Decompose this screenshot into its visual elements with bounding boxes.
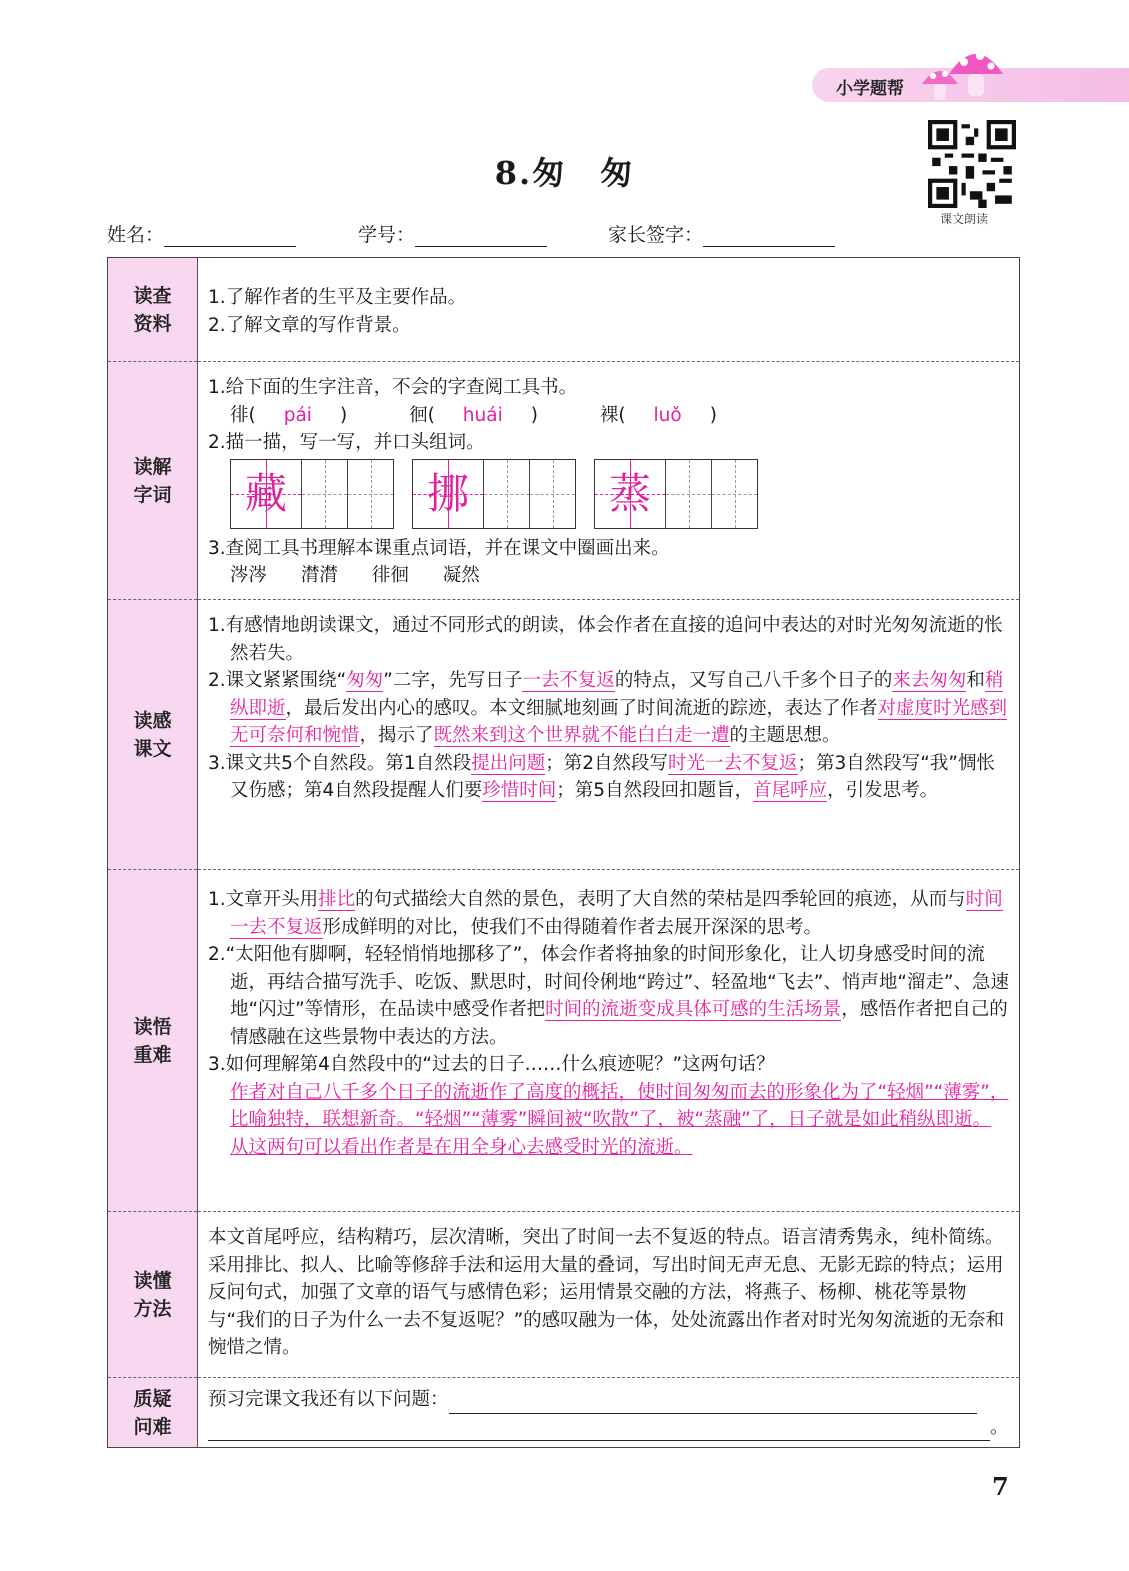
- worksheet-table: [107, 257, 1020, 1448]
- list-item: 2.课文紧紧围绕“匆匆”二字，先写日子一去不复返的特点，又写自己八千多个日子的来去匆匆和稍纵即逝，最后发出内心的感叹。本文细腻地刻画了时间流逝的踪迹，表达了作者对虚度时光感到无可奈何和惋惜，揭示了既然来到这个世界就不能白白走一遭的主题思想。: [208, 670, 1008, 746]
- writing-grids: [208, 459, 1009, 529]
- grid-cell[interactable]: [665, 460, 711, 528]
- list-item: 1.文章开头用排比的句式描绘大自然的景色，表明了大自然的荣枯是四季轮回的痕迹，从而与时间一去不复返形成鲜明的对比，使我们不由得随着作者去展开深深的思考。: [208, 889, 1003, 938]
- section-key-points: [108, 870, 1020, 1212]
- list-item: 1.了解作者的生平及主要作品。: [208, 287, 467, 308]
- grid-char: 蒸: [595, 460, 665, 528]
- qr-caption: 课文朗读: [940, 212, 989, 226]
- section-feel-text: [108, 600, 1020, 870]
- page-number: 7: [992, 1472, 1009, 1501]
- pinyin-item: 裸( luǒ ): [599, 404, 717, 426]
- grid-cell[interactable]: [301, 460, 347, 528]
- word: 涔涔: [230, 565, 268, 586]
- list-item: 2.“太阳他有脚啊，轻轻悄悄地挪移了”，体会作者将抽象的时间形象化，让人切身感受时间的流逝，再结合描写洗手、吃饭、默思时，时间伶俐地“跨过”、轻盈地“飞去”、悄声地“溜走”、急速地“闪过”等情形，在品读中感受作者把时间的流逝变成具体可感的生活场景，感悟作者把自己的情感融在这些景物中表达的方法。: [208, 944, 1010, 1048]
- pinyin-row: [208, 402, 1009, 430]
- brand-name: 小学题帮: [836, 79, 904, 99]
- question-1: 1.给下面的生字注音，不会的字查阅工具书。: [208, 377, 578, 398]
- page-title: 8.匆 匆: [494, 154, 635, 192]
- section-read-materials: [108, 258, 1020, 362]
- section-method: [108, 1212, 1020, 1378]
- list-item: 2.了解文章的写作背景。: [208, 314, 411, 336]
- word-list: [208, 562, 1009, 590]
- answer-line[interactable]: [208, 1420, 990, 1441]
- grid-cell[interactable]: [483, 460, 529, 528]
- answer-line-row: 。: [208, 1414, 1009, 1442]
- writing-grid[interactable]: [230, 459, 394, 529]
- writing-grid[interactable]: [594, 459, 758, 529]
- grid-char: 藏: [231, 460, 301, 528]
- name-field[interactable]: 姓名：: [107, 220, 296, 247]
- answer-text: 作者对自己八千多个日子的流逝作了高度的概括，使时间匆匆而去的形象化为了“轻烟”“薄雾”，比喻独特，联想新奇。“轻烟”“薄雾”瞬间被“吹散”了，被“蒸融”了，日子就是如此稍纵即逝。从这两句可以看出作者是在用全身心去感受时光的流逝。: [230, 1081, 1009, 1158]
- section-label: 读感 课文: [108, 600, 198, 870]
- list-item: 3.课文共5个自然段。第1自然段提出问题；第2自然段写时光一去不复返；第3自然段写“我”惆怅又伤感；第4自然段提醒人们要珍惜时间；第5自然段回扣题旨，首尾呼应，引发思考。: [208, 752, 995, 801]
- answer-line[interactable]: [449, 1393, 977, 1414]
- pinyin-item: 徊( huái ): [409, 404, 538, 426]
- question-2: 2.描一描，写一写，并口头组词。: [208, 432, 485, 453]
- pinyin-item: 徘( pái ): [230, 404, 348, 426]
- section-label: 质疑 问难: [108, 1378, 198, 1448]
- list-item: 1.有感情地朗读课文，通过不同形式的朗读，体会作者在直接的追问中表达的对时光匆匆流逝的怅然若失。: [208, 615, 1003, 664]
- grid-cell[interactable]: [711, 460, 757, 528]
- word: 徘徊: [371, 565, 409, 586]
- section-label: 读查 资料: [108, 258, 198, 362]
- grid-char: 挪: [413, 460, 483, 528]
- section-label: 读懂 方法: [108, 1212, 198, 1378]
- section-label: 读解 字词: [108, 362, 198, 600]
- writing-grid[interactable]: [412, 459, 576, 529]
- method-paragraph: 本文首尾呼应，结构精巧，层次清晰，突出了时间一去不复返的特点。语言清秀隽永，纯朴简练。采用排比、拟人、比喻等修辞手法和运用大量的叠词，写出时间无声无息、无影无踪的特点；运用反问句式，加强了文章的语气与感情色彩；运用情景交融的方法，将燕子、杨柳、桃花等景物与“我们的日子为什么一去不复返呢？”的感叹融为一体，处处流露出作者对时光匆匆流逝的无奈和惋惜之情。: [208, 1227, 1005, 1358]
- question: 3.如何理解第4自然段中的“过去的日子……什么痕迹呢？”这两句话？: [208, 1054, 775, 1075]
- grid-cell[interactable]: [347, 460, 393, 528]
- question-prompt-row: 预习完课文我还有以下问题：: [208, 1386, 1009, 1414]
- section-label: 读悟 重难: [108, 870, 198, 1212]
- parent-signature-field[interactable]: 家长签字：: [608, 220, 835, 247]
- word: 潸潸: [300, 565, 338, 586]
- word: 凝然: [442, 565, 480, 586]
- question-3: 3.查阅工具书理解本课重点词语，并在课文中圈画出来。: [208, 537, 670, 559]
- student-id-field[interactable]: 学号：: [358, 220, 547, 247]
- section-questions: [108, 1378, 1020, 1448]
- grid-cell[interactable]: [529, 460, 575, 528]
- mushroom-large-icon: [946, 42, 1006, 100]
- section-words: [108, 362, 1020, 600]
